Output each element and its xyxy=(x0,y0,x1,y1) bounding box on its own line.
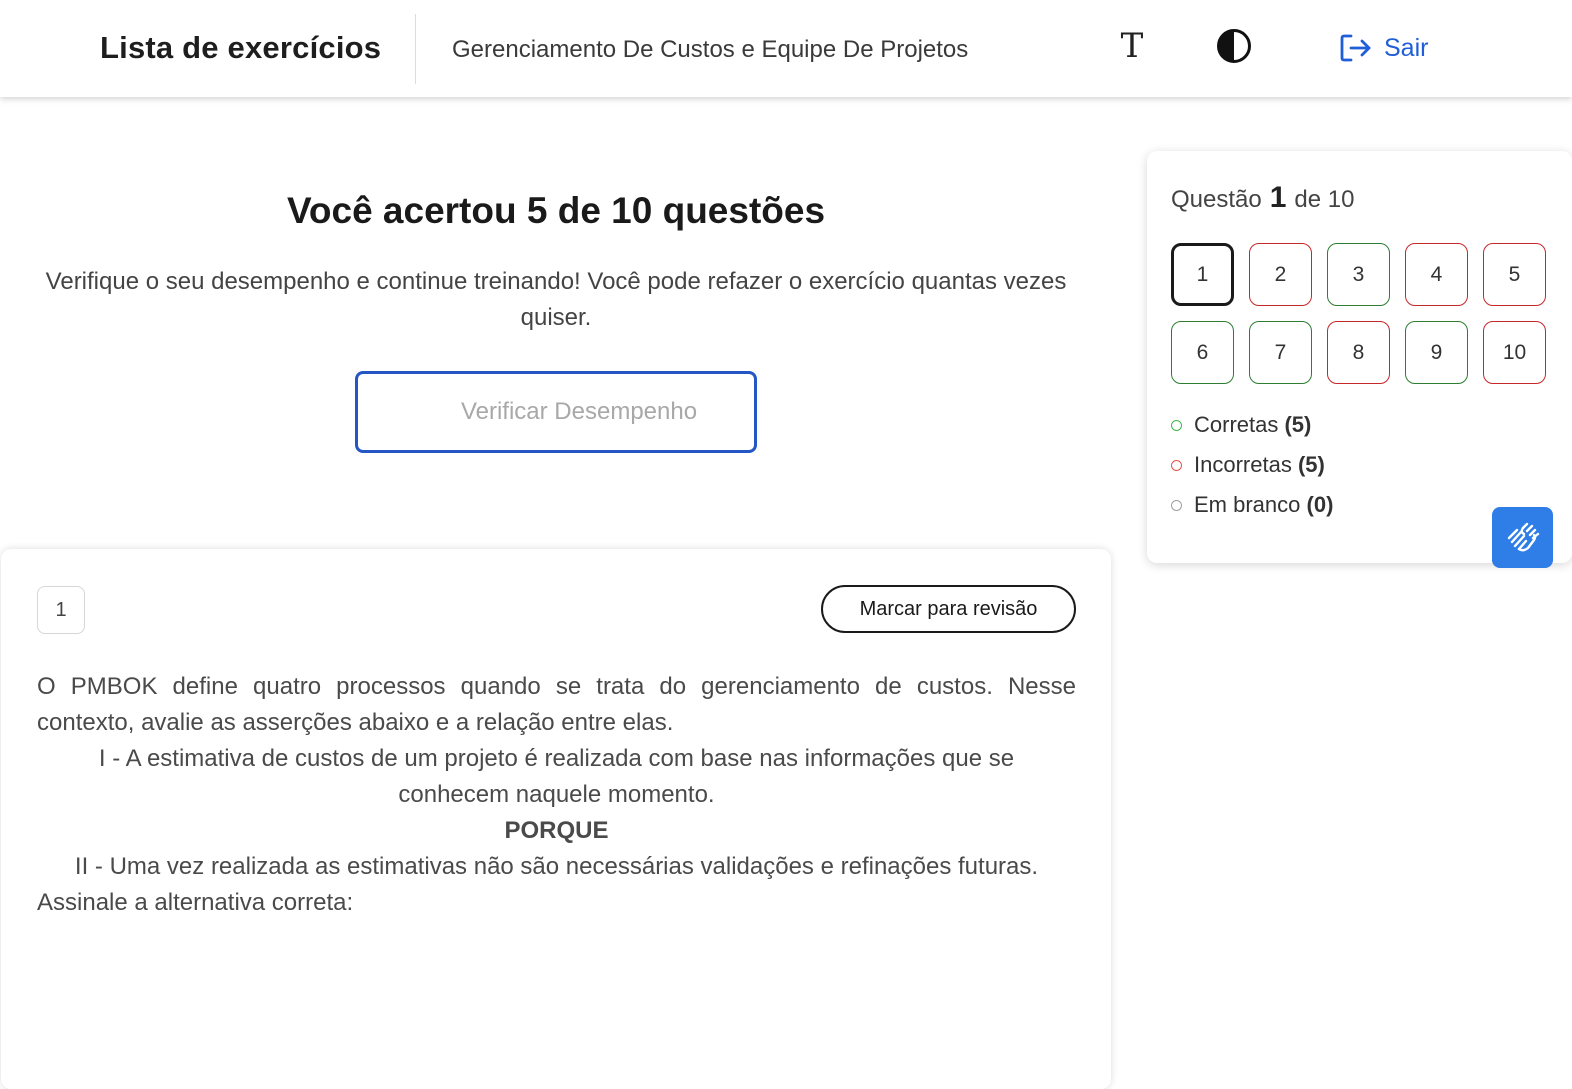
question-nav-button-9[interactable]: 9 xyxy=(1405,321,1468,384)
contrast-toggle-button[interactable] xyxy=(1216,28,1252,64)
question-counter-current: 1 xyxy=(1269,181,1287,214)
sign-language-icon xyxy=(1503,518,1543,558)
question-navigator-panel xyxy=(1147,151,1572,563)
result-description: Verifique o seu desempenho e continue treinando! Você pode refazer o exercício quantas vezes quiser. xyxy=(45,268,1067,331)
question-nav-button-6[interactable]: 6 xyxy=(1171,321,1234,384)
question-grid xyxy=(1171,243,1546,384)
question-card xyxy=(1,549,1111,1089)
status-legend xyxy=(1171,405,1333,525)
assertion-1-line-1: I - A estimativa de custos de um projeto é realizada com base nas informações que se xyxy=(98,745,1015,772)
question-nav-button-1[interactable]: 1 xyxy=(1171,243,1234,306)
statement-intro-line-2: contexto, avalie as asserções abaixo e a relação entre elas. xyxy=(37,709,674,736)
question-counter xyxy=(1171,181,1354,215)
question-nav-button-4[interactable]: 4 xyxy=(1405,243,1468,306)
result-title: Você acertou 5 de 10 questões xyxy=(286,190,826,231)
legend-count: (0) xyxy=(1306,492,1334,517)
question-nav-button-3[interactable]: 3 xyxy=(1327,243,1390,306)
legend-dot-icon xyxy=(1171,460,1182,471)
font-size-button[interactable] xyxy=(1116,28,1148,64)
legend-item xyxy=(1171,405,1333,445)
course-title: Gerenciamento De Custos e Equipe De Projetos xyxy=(452,36,969,63)
mark-for-review-button[interactable]: Marcar para revisão xyxy=(821,585,1076,633)
app-title: Lista de exercícios xyxy=(100,30,382,65)
statement-intro-line-1: O PMBOK define quatro processos quando se trata do gerenciamento de custos. Nesse xyxy=(37,673,1076,700)
legend-dot-icon xyxy=(1171,420,1182,431)
legend-label: Corretas xyxy=(1194,412,1279,437)
assertion-1-line-2: conhecem naquele momento. xyxy=(398,781,715,808)
legend-label: Incorretas xyxy=(1194,452,1292,477)
legend-count: (5) xyxy=(1297,452,1325,477)
sign-language-button[interactable] xyxy=(1492,507,1553,568)
question-nav-button-10[interactable]: 10 xyxy=(1483,321,1546,384)
question-counter-suffix: de 10 xyxy=(1294,186,1355,213)
legend-count: (5) xyxy=(1284,412,1312,437)
question-instruction: Assinale a alternativa correta: xyxy=(37,889,354,916)
question-nav-button-2[interactable]: 2 xyxy=(1249,243,1312,306)
legend-item xyxy=(1171,445,1333,485)
assertion-connector: PORQUE xyxy=(504,817,609,844)
contrast-icon xyxy=(1216,28,1252,64)
legend-dot-icon xyxy=(1171,500,1182,511)
question-number-badge: 1 xyxy=(37,586,85,634)
header-divider xyxy=(415,14,416,84)
logout-label: Sair xyxy=(1384,33,1429,62)
verify-performance-button[interactable]: Verificar Desempenho xyxy=(355,371,757,453)
question-counter-prefix: Questão xyxy=(1171,186,1262,213)
font-size-icon: T xyxy=(1120,26,1144,66)
legend-item xyxy=(1171,485,1333,525)
logout-icon xyxy=(1338,31,1372,65)
top-header xyxy=(0,0,1572,97)
question-nav-button-7[interactable]: 7 xyxy=(1249,321,1312,384)
question-nav-button-8[interactable]: 8 xyxy=(1327,321,1390,384)
assertion-2: II - Uma vez realizada as estimativas não são necessárias validações e refinações futuras. xyxy=(74,853,1039,880)
logout-button[interactable] xyxy=(1338,30,1428,66)
legend-label: Em branco xyxy=(1194,492,1301,517)
question-statement xyxy=(37,669,1076,921)
question-nav-button-5[interactable]: 5 xyxy=(1483,243,1546,306)
